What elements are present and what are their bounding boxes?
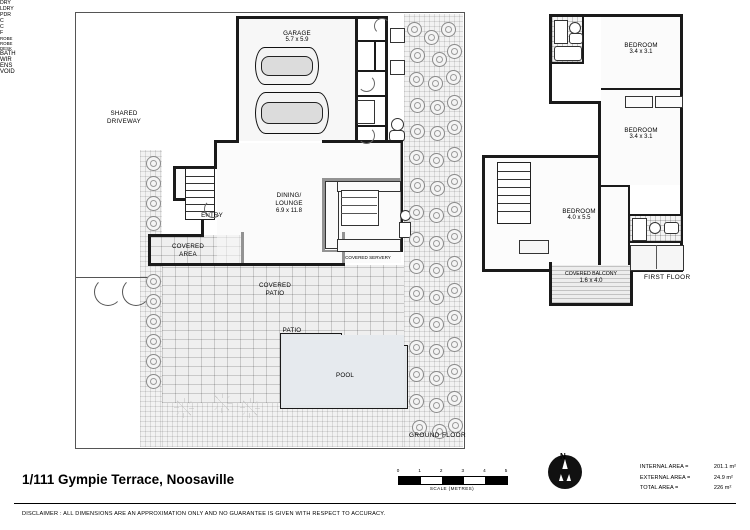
- ff-label-bath: BATH: [0, 51, 16, 57]
- area-value: 24.9 m²: [713, 474, 733, 481]
- label-pdr: PDR: [0, 12, 11, 18]
- wall-covered-top: [148, 234, 204, 237]
- ff-robe-2: [655, 96, 683, 108]
- shrub: [407, 22, 422, 37]
- shrub: [429, 317, 444, 332]
- shrub: [430, 126, 445, 141]
- scale-tick: 0: [396, 468, 400, 473]
- scale-bar: [398, 468, 508, 491]
- shrub: [410, 98, 425, 113]
- shrub: [146, 294, 161, 309]
- ff-label-wir: WIR: [0, 57, 12, 63]
- fixture-dry-unit: [390, 28, 405, 43]
- wall-covered-bottom: [148, 263, 244, 266]
- area-row: INTERNAL AREA = 201.1 m²: [639, 464, 736, 470]
- shrub: [146, 216, 161, 231]
- wall-covered-left: [148, 234, 151, 266]
- shrub: [409, 205, 424, 220]
- first-floor-label: FIRST FLOOR: [644, 274, 691, 281]
- ff-part-bath-bottom: [551, 62, 583, 64]
- ff-bathtub: [554, 46, 582, 61]
- site-boundary-bottom: [75, 448, 465, 449]
- shrub: [409, 367, 424, 382]
- ff-part-ens-bottom: [628, 241, 683, 243]
- shrub: [146, 374, 161, 389]
- label-ldry: LDRY: [0, 6, 14, 12]
- ff-room-bedroom-1: BEDROOM 3.4 x 3.1: [624, 42, 658, 56]
- shrub: [447, 283, 462, 298]
- scale-tick: 1: [418, 468, 421, 473]
- room-dining-lounge: DINING/ LOUNGE 6.9 x 11.8: [275, 192, 303, 214]
- shrub: [447, 364, 462, 379]
- shrub: [447, 202, 462, 217]
- ff-label-void: VOID: [0, 69, 15, 75]
- shrub: [429, 263, 444, 278]
- shrub: [410, 178, 425, 193]
- label-robe-2: ROBE: [0, 41, 13, 46]
- area-summary: [640, 462, 736, 494]
- shrub: [409, 340, 424, 355]
- area-value: 201.1 m²: [713, 464, 736, 470]
- ff-ens-basin: [649, 222, 661, 234]
- ground-floor-label: GROUND FLOOR: [409, 432, 466, 439]
- shrub: [424, 30, 439, 45]
- wall-dry-top: [355, 40, 388, 42]
- wall-dry-left: [374, 40, 376, 71]
- ff-ens-shower: [632, 218, 647, 241]
- shrub: [429, 398, 444, 413]
- wall-pdr-bottom: [355, 125, 388, 127]
- wall-servery-bottom: [241, 263, 345, 266]
- palm-tree: [240, 398, 260, 418]
- shrub: [429, 236, 444, 251]
- footer-divider: [14, 503, 736, 504]
- site-boundary-top: [75, 12, 465, 13]
- ff-bath-shower: [554, 20, 568, 44]
- shrub: [429, 153, 444, 168]
- kitchen-island: [341, 190, 379, 226]
- ff-desk: [519, 240, 549, 254]
- room-pool: POOL: [336, 372, 354, 379]
- shrub: [430, 181, 445, 196]
- disclaimer-text: DISCLAIMER : ALL DIMENSIONS ARE AN APPROXIMATION ONLY AND NO GUARANTEE IS GIVEN WITH RESPECT TO ACCURACY.: [22, 511, 386, 517]
- scale-tick: 5: [504, 468, 508, 473]
- shrub: [409, 232, 424, 247]
- shrub: [410, 48, 425, 63]
- wall-service-right: [385, 16, 388, 142]
- car-top: [255, 47, 319, 85]
- shrub: [146, 196, 161, 211]
- pool-water: [282, 335, 404, 405]
- ff-balcony-bottom: [549, 303, 633, 306]
- ff-label-ens: ENS: [0, 63, 13, 69]
- room-patio: PATIO: [282, 327, 302, 334]
- label-dry: DRY: [0, 0, 11, 6]
- room-covered-patio: COVERED PATIO: [259, 282, 291, 298]
- palm-tree: [174, 398, 194, 418]
- site-boundary-left: [75, 12, 76, 449]
- ff-wall-void-bottom: [482, 269, 552, 272]
- shrub: [447, 256, 462, 271]
- area-row: EXTERNAL AREA = 24.9 m²: [639, 474, 733, 481]
- ff-balcony-right: [630, 269, 633, 306]
- compass-north-label: N: [560, 452, 566, 461]
- page-title: 1/111 Gympie Terrace, Noosaville: [22, 472, 235, 487]
- fixture-pdr-shower: [357, 100, 375, 124]
- ff-bed3-floor: [601, 187, 628, 271]
- shrub: [409, 259, 424, 274]
- island-line-2: [341, 205, 377, 206]
- shrub: [430, 100, 445, 115]
- door-ldry: [358, 75, 375, 92]
- ff-robe-1: [625, 96, 653, 108]
- shrub: [146, 354, 161, 369]
- scale-tick: 2: [439, 468, 443, 473]
- ff-linen-joinery: [630, 245, 684, 271]
- palm-tree: [212, 393, 232, 413]
- shrub: [429, 344, 444, 359]
- site-boundary-right: [464, 12, 465, 449]
- shrub: [448, 418, 463, 433]
- shrub: [146, 274, 161, 289]
- shrub: [447, 337, 462, 352]
- room-garage: GARAGE 5.7 x 5.9: [283, 30, 311, 44]
- shrub: [447, 310, 462, 325]
- area-row: TOTAL AREA = 226 m²: [639, 485, 732, 492]
- ff-joinery-div: [656, 245, 657, 269]
- shrub: [410, 124, 425, 139]
- wall-ldry-top: [355, 70, 388, 72]
- wall-pdr-top: [355, 95, 388, 97]
- ff-bath-wc: [569, 33, 583, 44]
- shrub: [146, 176, 161, 191]
- scale-tick: 4: [483, 468, 486, 473]
- shrub: [441, 22, 456, 37]
- shrub: [447, 229, 462, 244]
- shrub: [447, 44, 462, 59]
- door-dry: [374, 18, 390, 34]
- shrub: [447, 391, 462, 406]
- ff-ens-wc: [664, 222, 679, 234]
- label-robe-1: ROBE: [0, 36, 13, 41]
- shrub: [446, 70, 461, 85]
- room-covered-area: COVERED AREA: [172, 243, 204, 259]
- shrub: [409, 150, 424, 165]
- label-desk: DESK: [0, 46, 12, 51]
- shrub: [409, 313, 424, 328]
- ff-room-bedroom-2: BEDROOM 3.4 x 3.1: [624, 127, 658, 141]
- ff-room-bedroom-3: BEDROOM 4.0 x 5.5: [562, 208, 596, 222]
- ff-wall-step: [549, 101, 601, 104]
- scale-bar-blocks: [398, 476, 508, 485]
- kitchen-bench-bottom: [337, 239, 401, 252]
- shrub: [428, 76, 443, 91]
- room-covered-servery: COVERED SERVERY: [345, 255, 391, 260]
- ff-room-covered-balcony: COVERED BALCONY 1.6 x 4.0: [565, 271, 617, 284]
- shrub: [447, 147, 462, 162]
- car-bottom: [255, 92, 329, 134]
- ff-stair: [497, 162, 531, 224]
- shrub: [429, 208, 444, 223]
- marker-f-kitchen: F: [0, 30, 4, 36]
- shrub: [429, 371, 444, 386]
- shrub: [146, 156, 161, 171]
- shrub: [409, 72, 424, 87]
- shrub: [146, 334, 161, 349]
- scale-caption: SCALE (METRES): [429, 486, 475, 491]
- door-entry: [204, 200, 222, 218]
- room-shared-driveway: SHARED DRIVEWAY: [107, 110, 141, 126]
- scale-tick: 3: [461, 468, 465, 473]
- island-line-3: [341, 213, 377, 214]
- room-entry: ENTRY: [201, 212, 223, 219]
- shrub: [429, 290, 444, 305]
- shrub: [447, 95, 462, 110]
- area-value: 226 m²: [713, 485, 732, 492]
- shrub: [432, 52, 447, 67]
- marker-c-garage: C: [0, 18, 4, 24]
- shrub: [409, 286, 424, 301]
- shrub: [146, 314, 161, 329]
- marker-c-living: C: [0, 24, 4, 30]
- driveway-edge: [76, 277, 150, 278]
- island-line-1: [341, 197, 377, 198]
- shrub: [447, 174, 462, 189]
- shrub: [409, 394, 424, 409]
- driveway-arcs: [94, 278, 149, 304]
- door-pdr: [358, 127, 375, 144]
- shrub: [447, 120, 462, 135]
- fixture-ldry-tub: [390, 60, 405, 75]
